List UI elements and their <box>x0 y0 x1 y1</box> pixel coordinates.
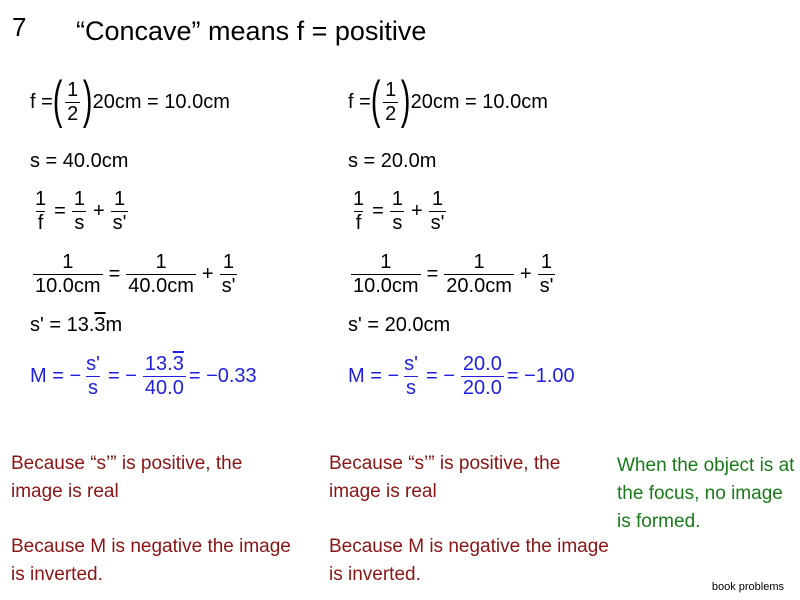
footer-label: book problems <box>711 581 784 593</box>
left-object-distance: s = 40.0cm <box>30 150 129 172</box>
right-substituted-equation: $\frac{1}{10.0cm}$ = $\frac{1}{20.0cm}$ + $\frac{1}{s'}$ <box>353 251 554 297</box>
left-mirror-equation: $\frac{1}{f}$ = $\frac{1}{s}$ + $\frac{1}{s'}$ <box>35 188 127 234</box>
left-paren-open: ( <box>52 71 63 129</box>
right-real-image-note: Because “s’” is positive, the image is real <box>329 453 561 502</box>
slide-title: “Concave” means f = positive <box>76 16 427 46</box>
right-mirror-equation: $\frac{1}{f}$ = $\frac{1}{s}$ + $\frac{1}{s'}$ <box>353 188 445 234</box>
left-inverted-image-note: Because M is negative the image is inverted. <box>11 536 291 585</box>
left-real-image-note: Because “s’” is positive, the image is real <box>11 453 243 502</box>
right-paren-close: ) <box>401 71 411 129</box>
right-focal-length-equation: f = ( $\frac{1}{2}$ ) 20cm = 10.0cm <box>348 71 548 129</box>
right-paren-open: ( <box>370 71 381 129</box>
right-half-fraction: $\frac{1}{2}$ <box>385 78 397 125</box>
left-image-distance: s' = 13. 3 m <box>30 314 123 336</box>
left-half-fraction: $\frac{1}{2}$ <box>67 78 79 125</box>
left-paren-close: ) <box>83 71 93 129</box>
left-focal-length-equation: f = ( $\frac{1}{2}$ ) 20cm = 10.0cm <box>30 71 230 129</box>
slide-number: 7 <box>12 12 27 42</box>
left-magnification-equation: M = − $\frac{s'}{s}$ = − $\frac{13.3}{40.0}$ = −0.33 <box>30 353 257 399</box>
left-substituted-equation: $\frac{1}{10.0cm}$ = $\frac{1}{40.0cm}$ + $\frac{1}{s'}$ <box>35 251 236 297</box>
right-magnification-equation: M = − $\frac{s'}{s}$ = − $\frac{20.0}{20.0}$ = −1.00 <box>348 353 575 399</box>
right-inverted-image-note: Because M is negative the image is inverted. <box>329 536 609 585</box>
right-image-distance: s' = 20.0cm <box>348 314 451 336</box>
right-object-distance: s = 20.0m <box>348 150 437 172</box>
focus-note: When the object is at the focus, no image is formed. <box>617 455 795 532</box>
